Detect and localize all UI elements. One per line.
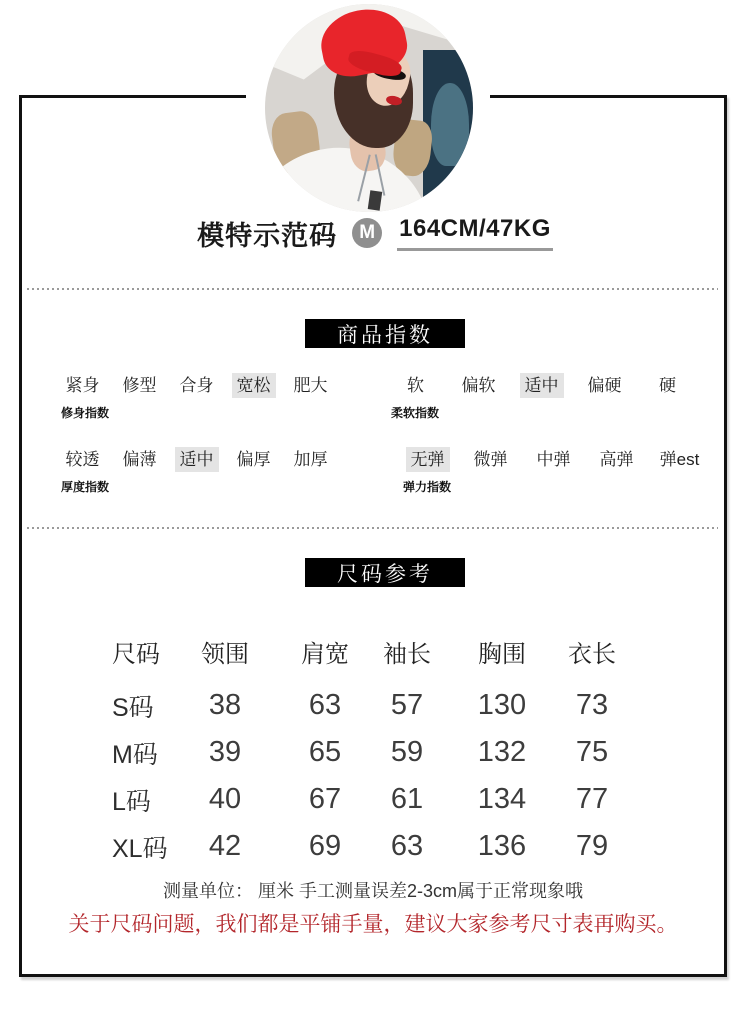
product-index-header: 商品指数 — [305, 319, 465, 348]
dotted-divider — [27, 288, 718, 290]
size-reference-header: 尺码参考 — [305, 558, 465, 587]
size-value: 132 — [477, 736, 527, 768]
fit-index-group — [54, 372, 339, 421]
index-option: 偏厚 — [236, 450, 271, 469]
size-table-body — [112, 682, 618, 870]
size-value: 134 — [477, 783, 527, 815]
column-header: 袖长 — [383, 641, 431, 668]
index-option-selected: 宽松 — [232, 373, 276, 398]
index-option: 偏薄 — [122, 450, 157, 469]
size-value: 77 — [575, 783, 609, 815]
model-photo — [265, 4, 473, 212]
size-value: 61 — [390, 783, 424, 815]
index-option: 合身 — [179, 376, 214, 395]
index-option: 软 — [407, 376, 424, 395]
size-value: 42 — [208, 830, 242, 862]
size-value: 79 — [575, 830, 609, 862]
index-option: 弹est — [659, 450, 700, 469]
index-option: 肥大 — [293, 376, 328, 395]
index-option: 加厚 — [293, 450, 328, 469]
table-row — [112, 776, 618, 823]
model-size-row — [0, 212, 750, 254]
index-option-selected: 适中 — [175, 447, 219, 472]
index-option: 高弹 — [599, 450, 634, 469]
index-option: 硬 — [659, 376, 676, 395]
table-row — [112, 823, 618, 870]
index-option: 偏软 — [461, 376, 496, 395]
table-row — [112, 682, 618, 729]
size-table — [112, 634, 618, 870]
index-option: 偏硬 — [587, 376, 622, 395]
thickness-index-group — [54, 446, 339, 495]
photo-picture-inner-shape — [431, 83, 468, 166]
index-group-label: 厚度指数 — [61, 480, 110, 494]
size-value: 63 — [308, 689, 342, 721]
column-header: 领围 — [201, 641, 249, 668]
size-value: 40 — [208, 783, 242, 815]
index-option-selected: 适中 — [520, 373, 564, 398]
column-header: 尺码 — [112, 641, 160, 668]
index-group-label: 修身指数 — [61, 406, 110, 420]
size-value: 65 — [308, 736, 342, 768]
size-value: 136 — [477, 830, 527, 862]
size-table-header-row — [112, 634, 618, 666]
size-row-label: M码 — [112, 740, 158, 769]
index-option: 较透 — [65, 450, 100, 469]
size-value: 69 — [308, 830, 342, 862]
index-option: 修型 — [122, 376, 157, 395]
photo-necklace-pendant — [368, 190, 383, 210]
size-row-label: S码 — [112, 693, 154, 722]
size-value: 39 — [208, 736, 242, 768]
size-value: 73 — [575, 689, 609, 721]
size-warning-text: 关于尺码问题，我们都是平铺手量，建议大家参考尺寸表再购买。 — [68, 913, 678, 936]
size-row-label: XL码 — [112, 834, 168, 863]
index-option: 微弹 — [473, 450, 508, 469]
index-group-label: 弹力指数 — [403, 480, 452, 494]
size-value: 38 — [208, 689, 242, 721]
size-value: 130 — [477, 689, 527, 721]
model-size-label: 模特示范码 — [197, 220, 338, 251]
column-header: 胸围 — [478, 641, 526, 668]
index-option-selected: 无弹 — [406, 447, 450, 472]
dotted-divider — [27, 527, 718, 529]
size-value: 67 — [308, 783, 342, 815]
index-option: 紧身 — [65, 376, 100, 395]
size-value: 57 — [390, 689, 424, 721]
model-size-badge: M — [352, 218, 382, 248]
size-row-label: L码 — [112, 787, 151, 816]
size-value: 75 — [575, 736, 609, 768]
column-header: 肩宽 — [301, 641, 349, 668]
size-value: 59 — [390, 736, 424, 768]
index-option: 中弹 — [536, 450, 571, 469]
index-group-label: 柔软指数 — [391, 406, 440, 420]
model-stats: 164CM/47KG — [397, 215, 553, 251]
size-value: 63 — [390, 830, 424, 862]
table-row — [112, 729, 618, 776]
measurement-note: 测量单位： 厘米 手工测量误差2-3cm属于正常现象哦 — [162, 881, 583, 901]
softness-index-group — [384, 372, 699, 421]
stretch-index-group — [396, 446, 711, 495]
column-header: 衣长 — [568, 641, 616, 668]
